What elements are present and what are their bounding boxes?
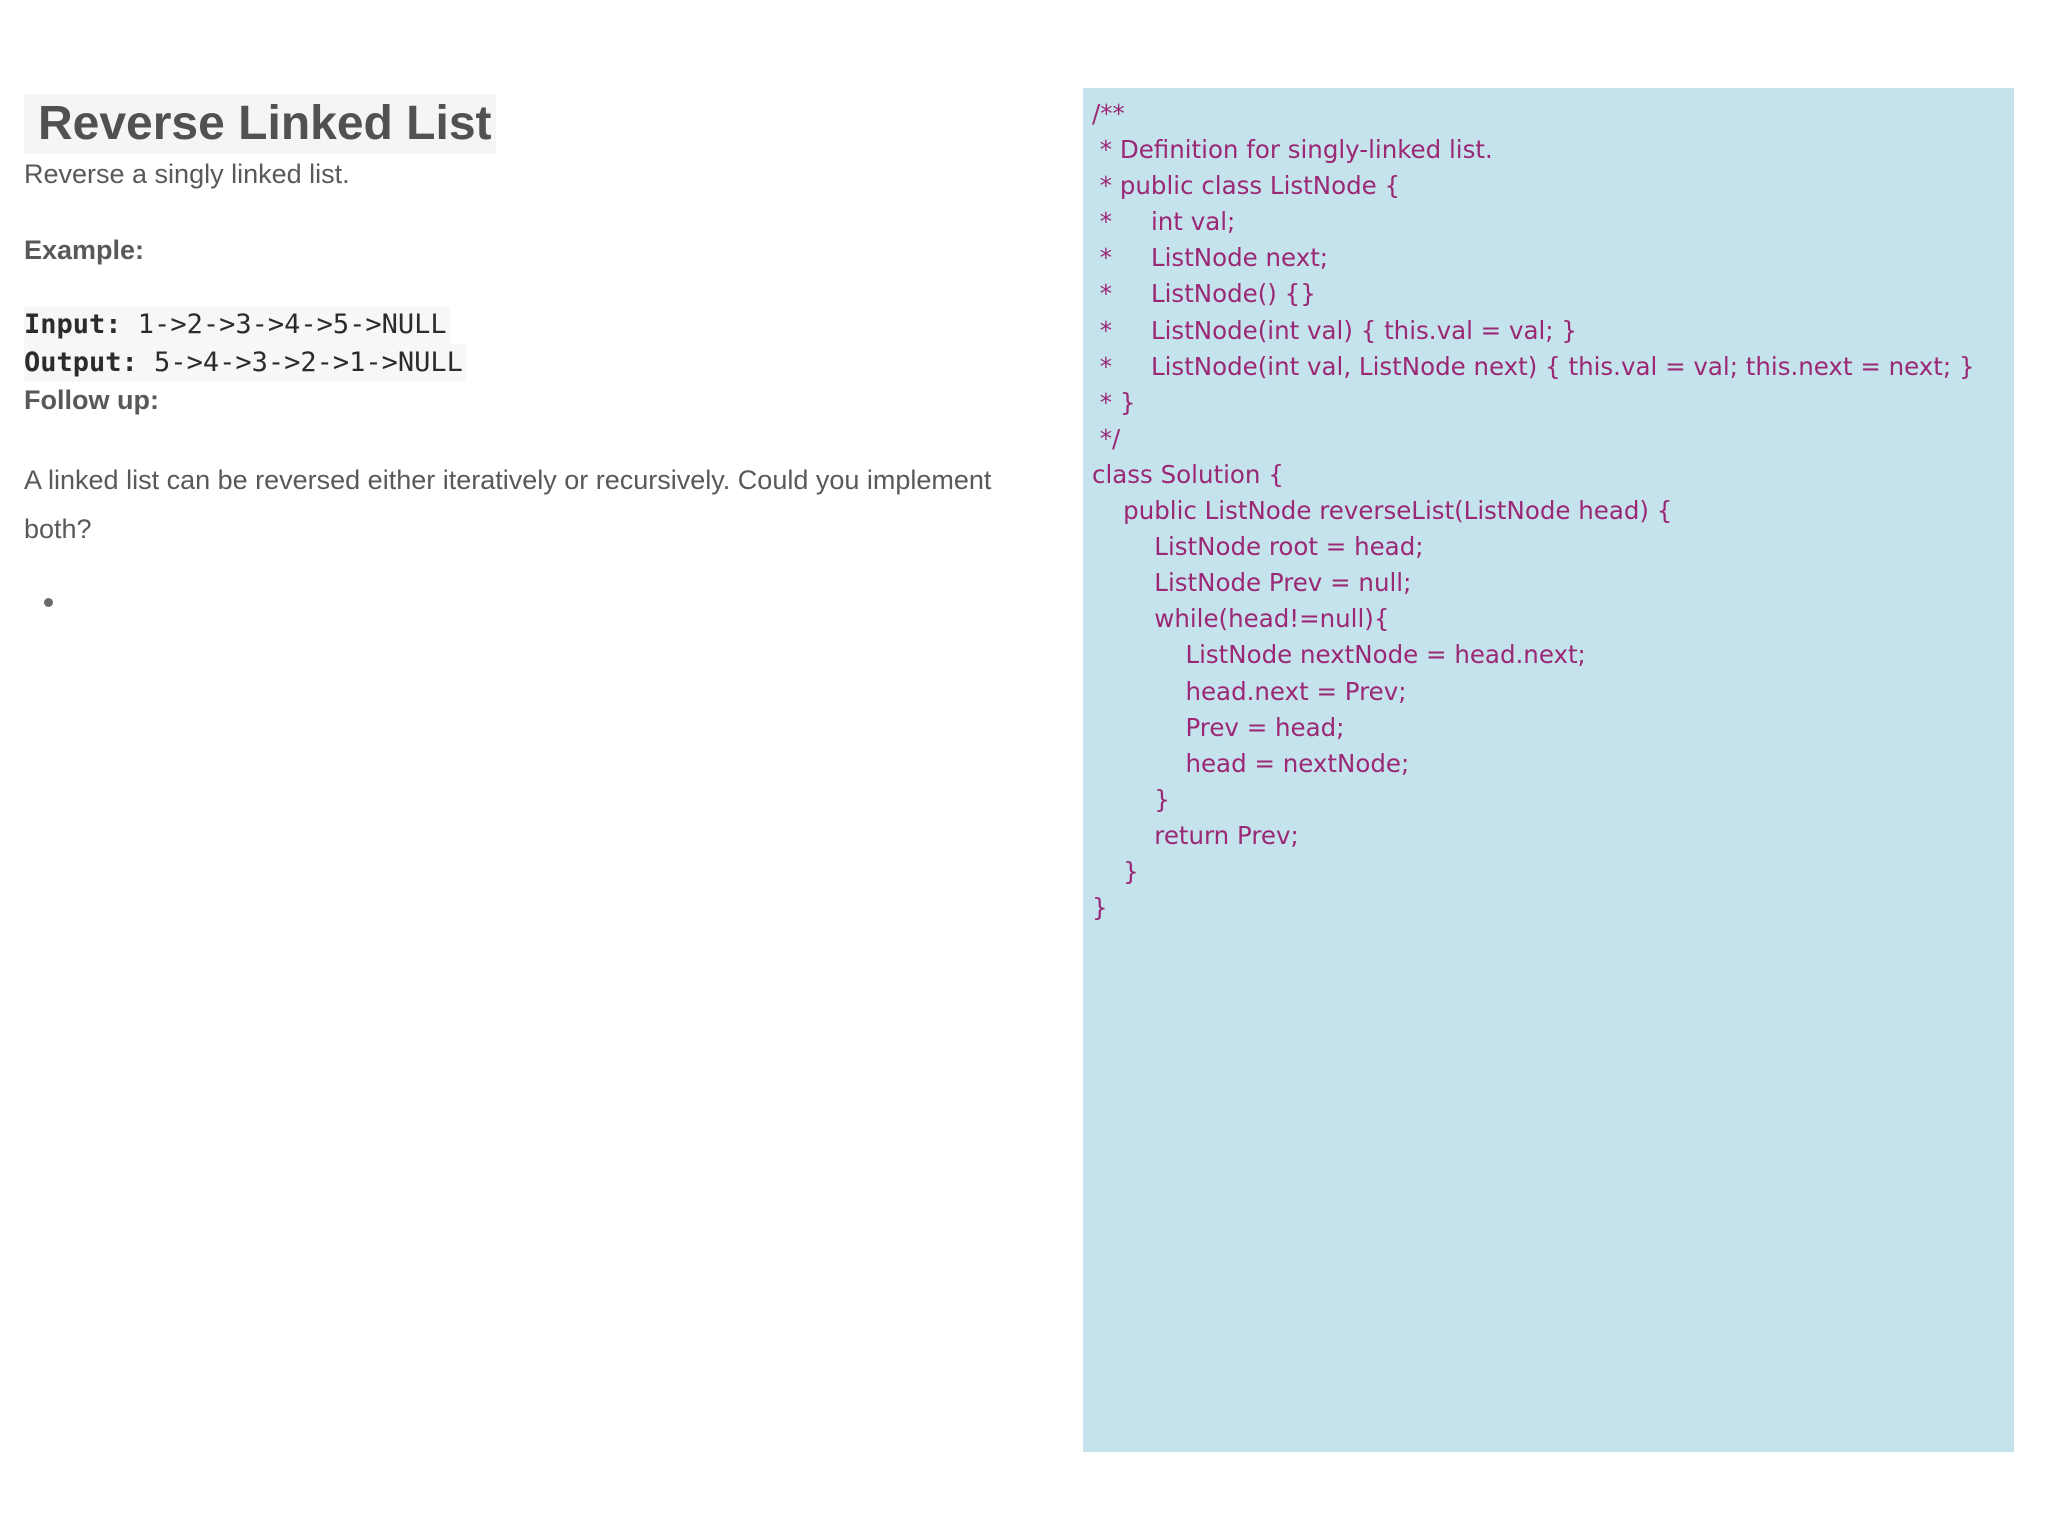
code-line: * ListNode(int val, ListNode next) { this.val = val; this.next = next; }: [1092, 351, 1975, 381]
code-line: * public class ListNode {: [1092, 171, 1401, 201]
input-value: 1->2->3->4->5->NULL: [121, 309, 447, 340]
problem-title: Reverse Linked List: [24, 94, 496, 154]
problem-summary: Reverse a singly linked list.: [24, 159, 350, 189]
code-line: ListNode nextNode = head.next;: [1092, 640, 1586, 670]
example-heading: Example:: [24, 235, 145, 265]
code-line: head = nextNode;: [1092, 748, 1410, 778]
input-label: Input:: [24, 309, 122, 340]
code-line: * Definition for singly-linked list.: [1092, 135, 1493, 165]
code-line: }: [1092, 893, 1108, 923]
example-input-line: [24, 306, 450, 344]
output-value: 5->4->3->2->1->NULL: [137, 347, 463, 378]
code-line: * int val;: [1092, 207, 1236, 237]
followup-text: A linked list can be reversed either iteratively or recursively. Could you implement both?: [24, 465, 992, 544]
example-output-line: [24, 344, 466, 382]
problem-description: [24, 94, 1044, 554]
code-line: }: [1092, 856, 1139, 886]
code-line: while(head!=null){: [1092, 604, 1390, 634]
output-label: Output:: [24, 347, 138, 378]
code-line: head.next = Prev;: [1092, 676, 1407, 706]
code-line: * ListNode next;: [1092, 243, 1329, 273]
code-line: public ListNode reverseList(ListNode head) {: [1092, 496, 1673, 526]
code-line: */: [1092, 423, 1121, 453]
code-line: }: [1092, 784, 1170, 814]
code-editor-panel[interactable]: [1083, 88, 2014, 1452]
code-line: * ListNode() {}: [1092, 279, 1316, 309]
solution-code[interactable]: [1092, 96, 1975, 926]
code-line: * ListNode(int val) { this.val = val; }: [1092, 315, 1577, 345]
code-line: return Prev;: [1092, 820, 1299, 850]
code-line: Prev = head;: [1092, 712, 1345, 742]
code-line: ListNode root = head;: [1092, 532, 1424, 562]
example-block: [24, 306, 1044, 382]
followup-heading: Follow up:: [24, 385, 159, 415]
code-line: * }: [1092, 387, 1136, 417]
code-line: ListNode Prev = null;: [1092, 568, 1412, 598]
code-line: /**: [1092, 99, 1125, 128]
empty-list-bullet: [44, 598, 53, 607]
code-line: class Solution {: [1092, 459, 1284, 489]
